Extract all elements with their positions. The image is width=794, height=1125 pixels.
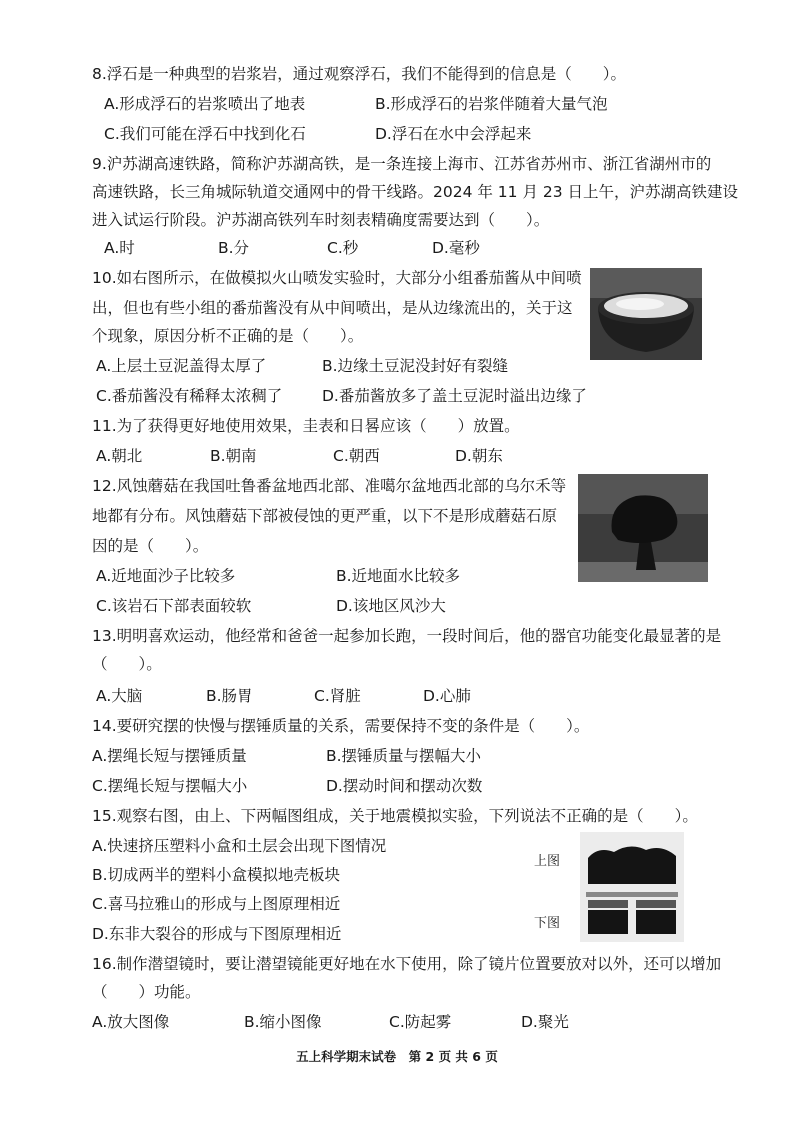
q8-option-b: B.形成浮石的岩浆伴随着大量气泡 xyxy=(375,95,608,113)
q11-option-b: B.朝南 xyxy=(210,447,257,465)
question-13-stem-line-1: 13.明明喜欢运动，他经常和爸爸一起参加长跑，一段时间后，他的器官功能变化最显著的是 xyxy=(92,627,722,645)
q16-option-c: C.防起雾 xyxy=(389,1013,452,1031)
q14-option-d: D.摆动时间和摆动次数 xyxy=(326,777,483,795)
question-12-stem-line-2: 地都有分布。风蚀蘑菇下部被侵蚀的更严重，以下不是形成蘑菇石原 xyxy=(92,507,558,525)
q13-option-d: D.心肺 xyxy=(423,687,471,705)
q9-option-b: B.分 xyxy=(218,239,250,257)
q8-option-a: A.形成浮石的岩浆喷出了地表 xyxy=(104,95,306,113)
question-10-stem-line-2: 出，但也有些小组的番茄酱没有从中间喷出，是从边缘流出的，关于这 xyxy=(92,299,573,317)
q8-option-d: D.浮石在水中会浮起来 xyxy=(375,125,532,143)
q12-option-b: B.近地面水比较多 xyxy=(336,567,461,585)
mushroom-rock-photo xyxy=(578,474,708,582)
q9-option-a: A.时 xyxy=(104,239,135,257)
q10-option-c: C.番茄酱没有稀释太浓稠了 xyxy=(96,387,283,405)
q8-option-c: C.我们可能在浮石中找到化石 xyxy=(104,125,306,143)
question-10-stem-line-3: 个现象，原因分析不正确的是（ ）。 xyxy=(92,327,364,345)
question-9-stem-line-3: 进入试运行阶段。沪苏湖高铁列车时刻表精确度需要达到（ ）。 xyxy=(92,211,550,229)
q11-option-a: A.朝北 xyxy=(96,447,143,465)
q14-option-a: A.摆绳长短与摆锤质量 xyxy=(92,747,247,765)
figure-label-top: 上图 xyxy=(534,854,561,869)
q15-option-c: C.喜马拉雅山的形成与上图原理相近 xyxy=(92,895,341,913)
question-14-stem: 14.要研究摆的快慢与摆锤质量的关系，需要保持不变的条件是（ ）。 xyxy=(92,717,590,735)
q13-option-a: A.大脑 xyxy=(96,687,143,705)
question-15-stem: 15.观察右图，由上、下两幅图组成，关于地震模拟实验，下列说法不正确的是（ ）。 xyxy=(92,807,698,825)
question-12-stem-line-3: 因的是（ ）。 xyxy=(92,537,209,555)
figure-label-bottom: 下图 xyxy=(534,916,561,931)
q16-option-d: D.聚光 xyxy=(521,1013,569,1031)
question-9-stem-line-2: 高速铁路，长三角城际轨道交通网中的骨干线路。2024 年 11 月 23 日上午，沪苏湖高铁建设 xyxy=(92,183,739,201)
q13-option-c: C.肾脏 xyxy=(314,687,361,705)
q11-option-d: D.朝东 xyxy=(455,447,503,465)
q13-option-b: B.肠胃 xyxy=(206,687,253,705)
page-footer: 五上科学期末试卷 第 2 页 共 6 页 xyxy=(296,1049,498,1064)
q15-option-d: D.东非大裂谷的形成与下图原理相近 xyxy=(92,925,342,943)
q11-option-c: C.朝西 xyxy=(333,447,380,465)
question-12-stem-line-1: 12.风蚀蘑菇在我国吐鲁番盆地西北部、准噶尔盆地西北部的乌尔禾等 xyxy=(92,477,567,495)
question-8-stem: 8.浮石是一种典型的岩浆岩，通过观察浮石，我们不能得到的信息是（ ）。 xyxy=(92,65,627,83)
question-16-stem-line-2: （ ）功能。 xyxy=(92,983,201,1001)
q14-option-b: B.摆锤质量与摆幅大小 xyxy=(326,747,482,765)
q15-option-b: B.切成两半的塑料小盒模拟地壳板块 xyxy=(92,866,341,884)
q9-option-d: D.毫秒 xyxy=(432,239,480,257)
question-9-stem-line-1: 9.沪苏湖高速铁路，简称沪苏湖高铁，是一条连接上海市、江苏省苏州市、浙江省湖州市的 xyxy=(92,155,712,173)
q16-option-a: A.放大图像 xyxy=(92,1013,170,1031)
q10-option-d: D.番茄酱放多了盖土豆泥时溢出边缘了 xyxy=(322,387,587,405)
q14-option-c: C.摆绳长短与摆幅大小 xyxy=(92,777,248,795)
question-11-stem: 11.为了获得更好地使用效果，圭表和日晷应该（ ）放置。 xyxy=(92,417,520,435)
q12-option-d: D.该地区风沙大 xyxy=(336,597,446,615)
q10-option-a: A.上层土豆泥盖得太厚了 xyxy=(96,357,267,375)
q12-option-c: C.该岩石下部表面较软 xyxy=(96,597,252,615)
q10-option-b: B.边缘土豆泥没封好有裂缝 xyxy=(322,357,509,375)
earthquake-model-figure xyxy=(580,832,684,942)
question-13-stem-line-2: （ ）。 xyxy=(92,655,162,673)
q9-option-c: C.秒 xyxy=(327,239,359,257)
question-16-stem-line-1: 16.制作潜望镜时，要让潜望镜能更好地在水下使用，除了镜片位置要放对以外，还可以增加 xyxy=(92,955,722,973)
volcano-experiment-photo xyxy=(590,268,702,360)
question-10-stem-line-1: 10.如右图所示，在做模拟火山喷发实验时，大部分小组番茄酱从中间喷 xyxy=(92,269,582,287)
q12-option-a: A.近地面沙子比较多 xyxy=(96,567,236,585)
q16-option-b: B.缩小图像 xyxy=(244,1013,322,1031)
q15-option-a: A.快速挤压塑料小盒和土层会出现下图情况 xyxy=(92,837,387,855)
